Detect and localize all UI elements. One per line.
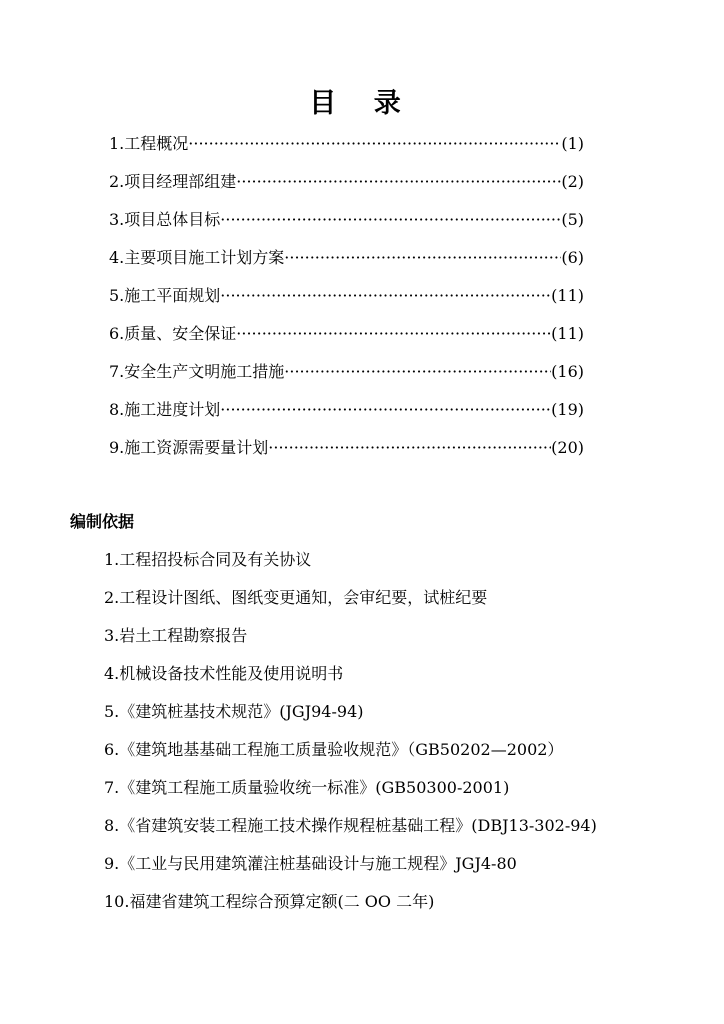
basis-item: 5.《建筑桩基技术规范》(JGJ94-94) (104, 702, 364, 721)
basis-list (104, 541, 704, 921)
toc-dot-leader (220, 201, 561, 239)
toc-entry-page: (1) (561, 134, 584, 153)
toc-entry-label: 3.项目总体目标 (109, 210, 221, 229)
toc-dot-leader (268, 429, 551, 467)
toc-entry (109, 125, 584, 163)
toc-dot-leader (236, 315, 551, 353)
toc-entry (109, 163, 584, 201)
basis-item: 8.《省建筑安装工程施工技术操作规程桩基础工程》(DBJ13-302-94) (104, 816, 597, 835)
toc-dot-leader (284, 353, 551, 391)
toc-entry-label: 7.安全生产文明施工措施 (109, 362, 285, 381)
page-title: 目 录 (309, 88, 415, 119)
toc-entry (109, 277, 584, 315)
toc-entry-label: 4.主要项目施工计划方案 (109, 248, 285, 267)
basis-item: 3.岩土工程勘察报告 (104, 626, 248, 645)
toc-entry (109, 391, 584, 429)
toc-entry-page: (2) (561, 172, 584, 191)
toc-entry-page: (19) (551, 400, 584, 419)
toc-dot-leader (188, 125, 561, 163)
toc-entry (109, 201, 584, 239)
toc-entry-label: 2.项目经理部组建 (109, 172, 237, 191)
toc-dot-leader (220, 391, 551, 429)
toc-entry-page: (11) (551, 286, 584, 305)
toc-dot-leader (236, 163, 561, 201)
toc-entry-page: (6) (561, 248, 584, 267)
toc-entry (109, 315, 584, 353)
toc-entry-label: 6.质量、安全保证 (109, 324, 237, 343)
basis-heading: 编制依据 (70, 512, 135, 531)
toc-dot-leader (284, 239, 561, 277)
basis-item: 1.工程招投标合同及有关协议 (104, 550, 312, 569)
table-of-contents (109, 125, 584, 467)
basis-item: 7.《建筑工程施工质量验收统一标准》(GB50300-2001) (104, 778, 510, 797)
toc-entry-page: (11) (551, 324, 584, 343)
toc-entry-page: (5) (561, 210, 584, 229)
toc-entry-page: (20) (551, 438, 584, 457)
toc-dot-leader (220, 277, 551, 315)
toc-entry-label: 5.施工平面规划 (109, 286, 221, 305)
toc-entry (109, 353, 584, 391)
toc-entry-label: 8.施工进度计划 (109, 400, 221, 419)
basis-item: 6.《建筑地基基础工程施工质量验收规范》（GB50202—2002） (104, 740, 564, 759)
toc-entry-label: 9.施工资源需要量计划 (109, 438, 269, 457)
basis-item: 10.福建省建筑工程综合预算定额(二 OO 二年) (104, 892, 435, 911)
basis-item: 9.《工业与民用建筑灌注桩基础设计与施工规程》JGJ4-80 (104, 854, 517, 873)
basis-item: 2.工程设计图纸、图纸变更通知，会审纪要，试桩纪要 (104, 588, 488, 607)
toc-entry (109, 429, 584, 467)
basis-item: 4.机械设备技术性能及使用说明书 (104, 664, 344, 683)
toc-entry-page: (16) (551, 362, 584, 381)
toc-entry-label: 1.工程概况 (109, 134, 189, 153)
toc-entry (109, 239, 584, 277)
